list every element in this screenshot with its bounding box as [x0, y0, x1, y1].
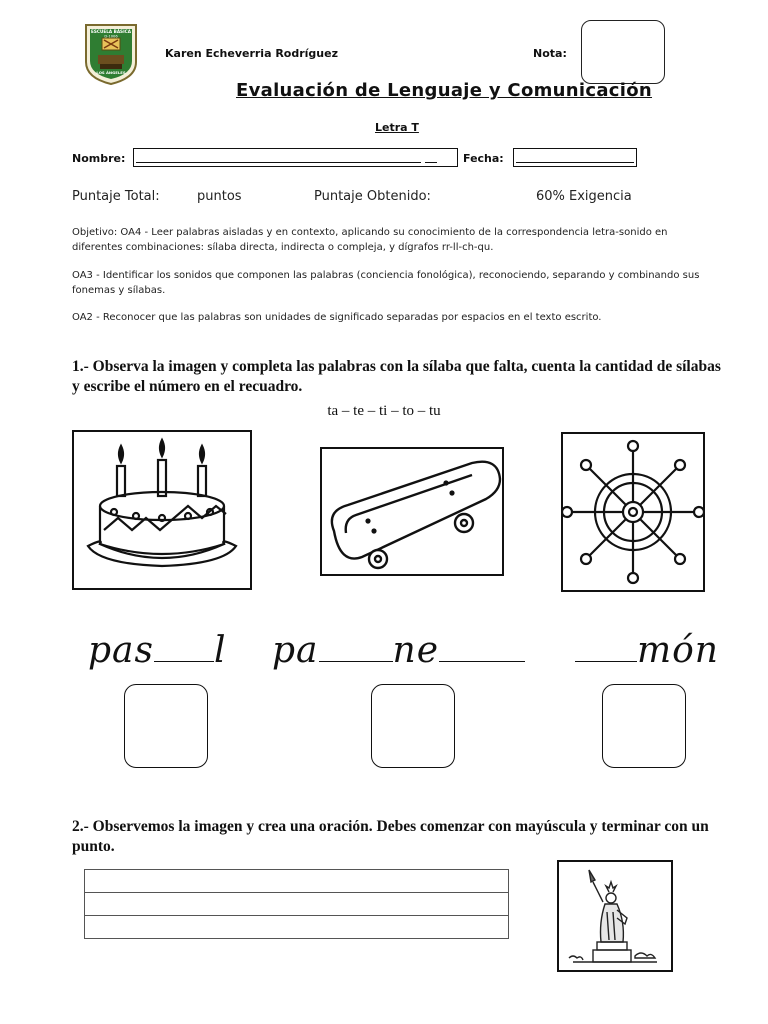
school-logo — [82, 22, 140, 86]
word-timon[interactable] — [575, 630, 719, 671]
word-patineta[interactable] — [272, 630, 525, 671]
logo-line-2: D-1006 — [104, 34, 118, 39]
nombre-label: Nombre: — [72, 152, 126, 165]
teacher-name: Karen Echeverria Rodríguez — [165, 47, 338, 60]
word-3-after: món — [637, 630, 719, 671]
objective-oa4: Objetivo: OA4 - Leer palabras aisladas y en contexto, aplicando su conocimiento de la correspondencia letra-sonido en diferentes combinaciones: sílaba directa, indirecta o compleja, y dígrafos rr-ll-ch-qu. — [72, 227, 668, 253]
nota-label: Nota: — [533, 47, 567, 60]
word-2-before: pa — [272, 630, 319, 671]
objective-oa2: OA2 - Reconocer que las palabras son unidades de significado separadas por espacios en el texto escrito. — [72, 312, 602, 323]
puntaje-total-label: Puntaje Total: — [72, 189, 160, 204]
syllable-count-box-2[interactable] — [371, 684, 455, 768]
word-1-blank[interactable] — [154, 660, 214, 662]
objective-oa3: OA3 - Identificar los sonidos que componen las palabras (conciencia fonológica), reconociendo, separando y combinando sus fonemas y sílabas. — [72, 270, 700, 296]
logo-line-1: ESCUELA BÁSICA — [91, 29, 131, 34]
logo-line-3: LOS ÁNGELES — [96, 70, 126, 75]
syllable-count-box-1[interactable] — [124, 684, 208, 768]
puntaje-obtenido-label: Puntaje Obtenido: — [314, 189, 431, 204]
page-subtitle: Letra T — [375, 121, 419, 134]
nota-box[interactable] — [581, 20, 665, 84]
word-2-blank-1[interactable] — [319, 660, 393, 662]
cake-image — [72, 430, 252, 590]
fecha-label: Fecha: — [463, 152, 504, 165]
page-title: Evaluación de Lenguaje y Comunicación — [236, 80, 653, 101]
question-2-prompt: 2.- Observemos la imagen y crea una oración. Debes comenzar con mayúscula y terminar con un punto. — [72, 818, 709, 855]
word-1-before: pas — [88, 630, 154, 671]
word-3-blank[interactable] — [575, 660, 637, 662]
word-2-blank-2[interactable] — [439, 660, 525, 662]
sentence-writing-lines[interactable] — [84, 869, 509, 939]
exigencia-label: 60% Exigencia — [536, 189, 632, 204]
syllable-options: ta – te – ti – to – tu — [327, 403, 441, 419]
writing-line[interactable] — [84, 892, 509, 915]
puntaje-total-unit: puntos — [197, 189, 242, 204]
word-2-middle: ne — [392, 630, 440, 671]
skateboard-image — [320, 447, 504, 576]
writing-line[interactable] — [84, 915, 509, 939]
question-1-prompt: 1.- Observa la imagen y completa las palabras con la sílaba que falta, cuenta la cantidad de sílabas y escribe el número en el recuadro. — [72, 358, 721, 395]
ship-wheel-image — [561, 432, 705, 592]
word-pastel[interactable] — [88, 630, 227, 671]
writing-line[interactable] — [84, 869, 509, 892]
word-1-after: l — [213, 630, 227, 671]
syllable-count-box-3[interactable] — [602, 684, 686, 768]
fecha-field[interactable] — [513, 148, 637, 167]
nombre-field[interactable] — [133, 148, 458, 167]
statue-of-liberty-image — [557, 860, 673, 972]
